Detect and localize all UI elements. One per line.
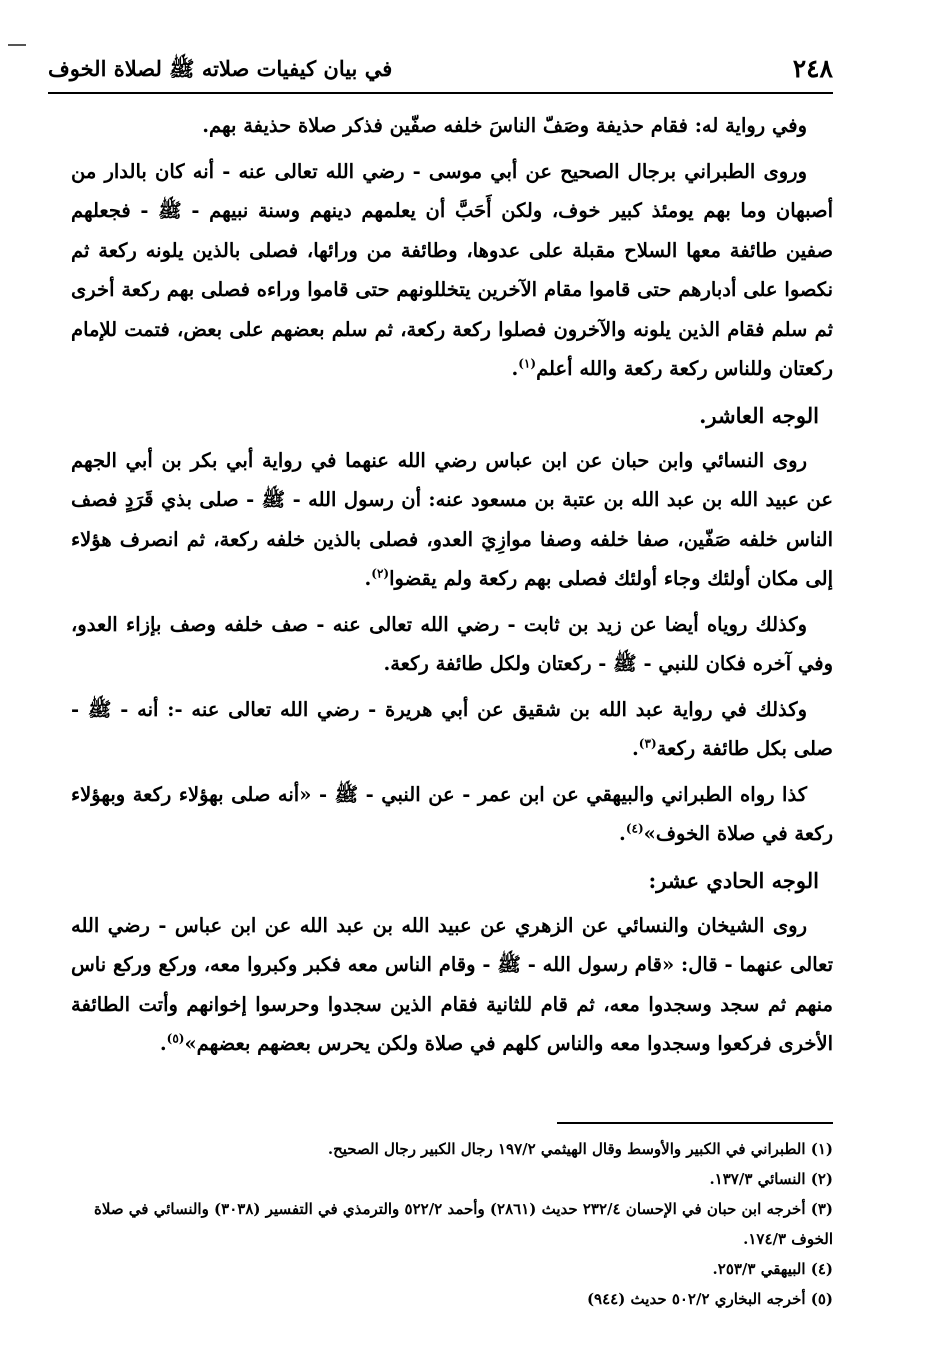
- main-text: [71, 106, 833, 1070]
- section-heading-eleventh: الوجه الحادي عشر:: [648, 867, 819, 893]
- section-heading-tenth: الوجه العاشر.: [699, 402, 819, 428]
- paragraph-5: وكذلك في رواية عبد الله بن شقيق عن أبي هريرة - رضي الله تعالى عنه -: أنه - ﷺ - صلى بكل طائفة ركعة$^{(٣)}$.: [71, 697, 833, 760]
- footnote-ref-2: (٢): [371, 566, 390, 581]
- footnote-ref-3: (٣): [638, 736, 657, 751]
- page-header: [48, 52, 833, 94]
- paragraph-2: وروى الطبراني برجال الصحيح عن أبي موسى - رضي الله تعالى عنه - أنه كان بالدار من أصبهان وما بهم يومئذ كبير خوف، ولكن أَحَبَّ أن يعلمهم دينهم وسنة نبيهم - ﷺ - فجعلهم صفين طائفة معها السلاح مقبلة على عدوها، وطائفة من ورائها، فصلى بالذين يلونه ركعة ثم نكصوا على أدبارهم حتى قاموا مقام الآخرين يتخللونهم حتى قاموا وراءه فصلى بهم ركعة أخرى ثم سلم فقام الذين يلونه والآخرون فصلوا ركعة ركعة، ثم سلم بعضهم على بعض، فتمت للإمام ركعتان وللناس ركعة ركعة والله أعلم$^{(١)}$.: [71, 159, 833, 380]
- page-number: ٢٤٨: [792, 54, 833, 83]
- footnote-ref-5: (٥): [166, 1031, 185, 1046]
- footnote-4: (٤) البيهقي ٢٥٣/٣.: [712, 1260, 833, 1278]
- scan-mark: [8, 44, 26, 46]
- paragraph-4: وكذلك روياه أيضا عن زيد بن ثابت - رضي الله تعالى عنه - صف خلفه وصف بإزاء العدو، وفي آخره فكان للنبي - ﷺ - ركعتان ولكل طائفة ركعة.: [71, 612, 833, 675]
- footnote-1: (١) الطبراني في الكبير والأوسط وقال الهيثمي ١٩٧/٢ رجال الكبير رجال الصحيح.: [327, 1140, 833, 1158]
- paragraph-1: وفي رواية له: فقام حذيفة وصَفّ الناسَ خلفه صفّين فذكر صلاة حذيفة بهم.: [202, 114, 807, 137]
- paragraph-3: روى النسائي وابن حبان عن ابن عباس رضي الله عنهما في رواية أبي بكر بن أبي الجهم عن عبيد الله بن عبد الله بن عتبة بن مسعود عنه: أن رسول الله - ﷺ - صلى بذي قَرَدٍ فصف الناس خلفه صَفّين، صفا خلفه وصفا موازِيَ العدو، فصلى بالذين خلفه ركعة، ثم انصرف هؤلاء إلى مكان أولئك وجاء أولئك فصلى بهم ركعة ولم يقضوا$^{(٢)}$.: [71, 448, 833, 590]
- paragraph-7: روى الشيخان والنسائي عن الزهري عن عبيد الله بن عبد الله عن ابن عباس - رضي الله تعالى عنهما - قال: «قام رسول الله - ﷺ - وقام الناس معه فكبر وكبروا معه، وركع وركع ناس منهم ثم سجد وسجدوا معه، ثم قام للثانية فقام الذين سجدوا وحرسوا إخوانهم وأتت الطائفة الأخرى فركعوا وسجدوا معه والناس كلهم في صلاة ولكن يحرس بعضهم بعضهم»$^{(٥)}$.: [71, 913, 833, 1055]
- footnote-ref-4: (٤): [625, 821, 644, 836]
- footnotes: [71, 1134, 833, 1314]
- footnote-separator: [557, 1122, 833, 1124]
- running-title: في بيان كيفيات صلاته ﷺ لصلاة الخوف: [48, 56, 393, 81]
- footnote-3: (٣) أخرجه ابن حبان في الإحسان ٢٣٢/٤ حديث (٢٨٦١) وأحمد ٥٢٢/٢ والترمذي في التفسير (٣٠٣٨) والنسائي في صلاة الخوف ١٧٤/٣.: [94, 1200, 833, 1248]
- footnote-2: (٢) النسائي ١٣٧/٣.: [709, 1170, 833, 1188]
- footnote-5: (٥) أخرجه البخاري ٥٠٢/٢ حديث (٩٤٤): [586, 1290, 833, 1308]
- paragraph-6: كذا رواه الطبراني والبيهقي عن ابن عمر - عن النبي - ﷺ - «أنه صلى بهؤلاء ركعة وبهؤلاء ركعة في صلاة الخوف»$^{(٤)}$.: [71, 782, 833, 845]
- footnote-ref-1: (١): [518, 356, 537, 371]
